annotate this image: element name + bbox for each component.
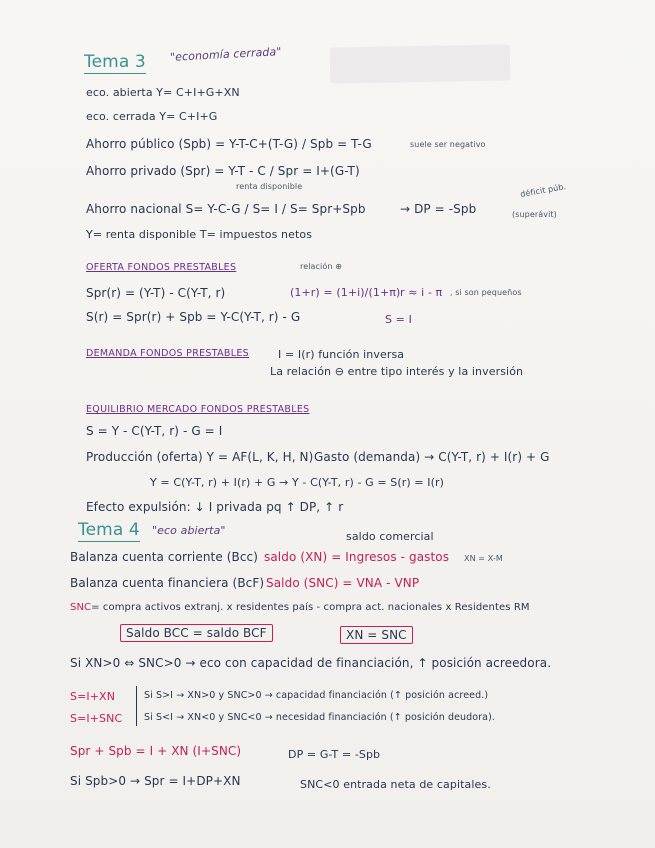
bleed-through-heading <box>330 44 511 83</box>
tema3-subtitle: "economía cerrada" <box>169 45 282 64</box>
equilibrio-heading: EQUILIBRIO MERCADO FONDOS PRESTABLES <box>86 404 310 415</box>
efecto-expulsion: Efecto expulsión: ↓ I privada pq ↑ DP, ↑ r <box>86 500 344 514</box>
ahorro-publico: Ahorro público (Spb) = Y-T-C+(T-G) / Spb = T-G <box>86 137 372 151</box>
renta-definitions: Y= renta disponible T= impuestos netos <box>86 228 313 241</box>
ahorro-privado: Ahorro privado (Spr) = Y-T - C / Spr = I+(G-T) <box>86 164 360 178</box>
fisher-note: , si son pequeños <box>450 288 522 297</box>
bcf-label: Balanza cuenta financiera (BcF) <box>70 576 265 590</box>
relacion-positiva: relación ⊕ <box>300 262 342 271</box>
saldo-equality-box: Saldo BCC = saldo BCF <box>120 626 273 640</box>
saldo-comercial-note: saldo comercial <box>346 530 434 543</box>
spr-spb-eq: Spr + Spb = I + XN (I+SNC) <box>70 744 242 758</box>
s-equals-i: S = I <box>385 313 412 326</box>
renta-disponible-note: renta disponible <box>236 182 303 191</box>
dp-equation: DP = G-T = -Spb <box>288 748 381 761</box>
bcc-saldo: saldo (XN) = Ingresos - gastos <box>264 550 450 564</box>
brace-line <box>136 686 137 726</box>
s-i-xn: S=I+XN <box>70 690 116 703</box>
xn-definition: XN = X-M <box>464 554 503 563</box>
fisher-eq: (1+r) = (1+i)/(1+π) <box>290 286 401 299</box>
fisher-approx: r ≈ i - π <box>400 286 443 299</box>
tema4-title: Tema 4 <box>78 520 140 540</box>
y-equilibrium: Y = C(Y-T, r) + I(r) + G → Y - C(Y-T, r) - G = S(r) = I(r) <box>150 476 445 489</box>
xn-snc-box: XN = SNC <box>340 628 413 642</box>
s-i-snc: S=I+SNC <box>70 712 123 725</box>
eco-cerrada: eco. cerrada Y= C+I+G <box>86 110 218 123</box>
deficit-note: déficit púb. <box>519 182 567 199</box>
s-r-eq: S(r) = Spr(r) + Spb = Y-C(Y-T, r) - G <box>86 310 301 324</box>
ahorro-publico-note: suele ser negativo <box>410 140 486 149</box>
demanda-heading: DEMANDA FONDOS PRESTABLES <box>86 348 249 359</box>
si-spb-positive: Si Spb>0 → Spr = I+DP+XN <box>70 774 241 788</box>
demanda-function: I = I(r) función inversa <box>278 348 405 361</box>
condition-surplus: Si S>I → XN>0 y SNC>0 → capacidad financiación (↑ posición acreed.) <box>144 690 489 701</box>
snc-definition: SNC= compra activos extranj. x residentes país - compra act. nacionales x Residentes RM <box>70 602 530 613</box>
tema3-title: Tema 3 <box>84 52 146 72</box>
eco-abierta: eco. abierta Y= C+I+G+XN <box>86 86 240 99</box>
snc-negative-note: SNC<0 entrada neta de capitales. <box>300 778 491 791</box>
bcf-saldo: Saldo (SNC) = VNA - VNP <box>266 576 420 590</box>
condition-deficit: Si S<I → XN<0 y SNC<0 → necesidad financiación (↑ posición deudora). <box>144 712 496 723</box>
si-xn-positive: Si XN>0 ⇔ SNC>0 → eco con capacidad de financiación, ↑ posición acreedora. <box>70 656 552 670</box>
equilibrio-eq: S = Y - C(Y-T, r) - G = I <box>86 424 223 438</box>
ahorro-nacional: Ahorro nacional S= Y-C-G / S= I / S= Spr+Spb <box>86 202 366 216</box>
bcc-label: Balanza cuenta corriente (Bcc) <box>70 550 259 564</box>
superavit-note: (superávit) <box>512 210 557 219</box>
demanda-note: La relación ⊖ entre tipo interés y la inversión <box>270 365 524 378</box>
deficit-publico-eq: → DP = -Spb <box>400 202 477 216</box>
oferta-heading: OFERTA FONDOS PRESTABLES <box>86 262 237 273</box>
gasto-demanda: Gasto (demanda) → C(Y-T, r) + I(r) + G <box>314 450 550 464</box>
produccion-oferta: Producción (oferta) Y = AF(L, K, H, N) <box>86 450 314 464</box>
spr-r-eq: Spr(r) = (Y-T) - C(Y-T, r) <box>86 286 226 300</box>
tema4-subtitle: "eco abierta" <box>152 524 226 537</box>
